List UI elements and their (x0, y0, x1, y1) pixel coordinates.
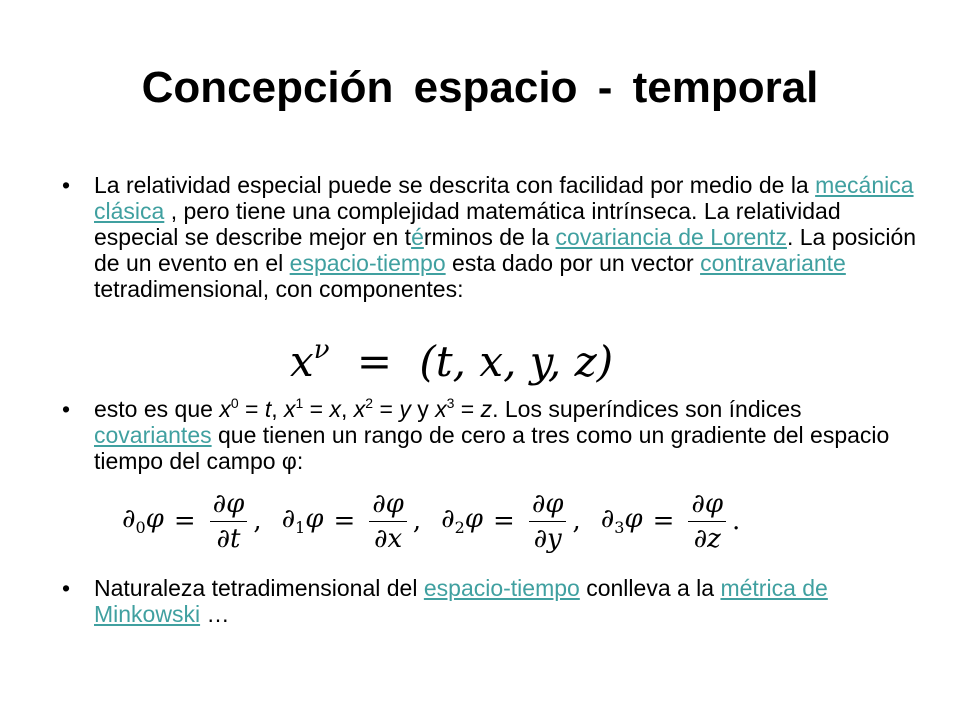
text-segment: = (454, 396, 481, 422)
bullet-marker: • (62, 172, 71, 198)
text-segment: rminos de la (423, 224, 556, 250)
phi-symbol: φ (624, 504, 643, 535)
eq-equals: = (173, 506, 196, 536)
gradient-term-3 (601, 489, 741, 554)
phi-symbol: φ (145, 504, 164, 535)
var-t: t (264, 396, 272, 422)
punctuation: , (412, 506, 422, 536)
numerator: ∂φ (210, 489, 248, 522)
var-y: y (399, 396, 411, 422)
numerator: ∂φ (529, 489, 567, 522)
text-segment: . Los superíndices son índices (492, 396, 802, 422)
partial-symbol: ∂ (281, 504, 296, 535)
text-segment: que tienen un rango de cero a tres como un gradiente del espacio tiempo del campo φ: (94, 422, 890, 474)
eq-lhs-var: x (290, 337, 314, 386)
text-segment: esto es que (94, 396, 220, 422)
subscript: 0 (135, 518, 146, 538)
punctuation: . (732, 506, 741, 536)
eq-equals: = (652, 506, 675, 536)
eq-equals: = (333, 506, 356, 536)
subscript: 1 (295, 518, 306, 538)
denominator: ∂t (216, 523, 241, 554)
bullet-marker: • (62, 396, 71, 422)
text-segment: y (410, 396, 436, 422)
equation-position-vector (290, 332, 613, 392)
gradient-term-2 (441, 489, 581, 554)
text-segment: , (271, 396, 284, 422)
var-x-value: x (329, 396, 342, 422)
bullet-text-1 (94, 172, 922, 302)
var-z: z (480, 396, 493, 422)
link-metrica-de-minkowski[interactable]: métrica de Minkowski (94, 575, 828, 627)
text-segment: , pero tiene una complejidad matemática intrínseca. La relatividad especial se describe mejor en t (94, 198, 841, 250)
var-x: x (353, 396, 366, 422)
link-mecanica-clasica[interactable]: mecánica clásica (94, 172, 914, 224)
superscript: 2 (365, 395, 374, 411)
text-segment: , (341, 396, 354, 422)
fraction (688, 489, 726, 554)
eq-lhs-superscript: ν (313, 335, 330, 365)
link-terminos[interactable]: é (411, 224, 424, 250)
phi-symbol: φ (305, 504, 324, 535)
denominator: ∂z (693, 523, 721, 554)
link-covariancia-de-lorentz[interactable]: covariancia de Lorentz (555, 224, 787, 250)
link-covariantes[interactable]: covariantes (94, 422, 212, 448)
eq-rhs: (t, x, y, z) (419, 337, 614, 386)
text-segment: . La posición de un evento en el (94, 224, 917, 276)
text-segment: = (238, 396, 265, 422)
eq-equals: = (493, 506, 515, 536)
text-segment: = (373, 396, 400, 422)
numerator: ∂φ (688, 489, 726, 522)
term-lhs (441, 504, 483, 537)
text-segment: = (303, 396, 330, 422)
punctuation: , (572, 506, 581, 536)
bullet-text-2 (94, 396, 922, 474)
superscript: 3 (446, 395, 455, 411)
var-x: x (435, 396, 447, 422)
text-segment: tetradimensional, con componentes: (94, 276, 464, 302)
var-x: x (284, 396, 296, 422)
eq-equals: = (356, 337, 393, 386)
gradient-term-0 (122, 489, 262, 554)
subscript: 2 (454, 518, 465, 538)
text-segment: conlleva a la (579, 575, 721, 601)
link-contravariante[interactable]: contravariante (700, 250, 846, 276)
bullet-marker: • (62, 575, 71, 601)
partial-symbol: ∂ (600, 504, 615, 535)
bullet-item-1 (62, 172, 922, 302)
numerator: ∂φ (369, 489, 407, 522)
punctuation: , (253, 506, 262, 536)
denominator: ∂y (533, 523, 562, 554)
partial-symbol: ∂ (122, 504, 136, 535)
text-segment: La relatividad especial puede se descrita con facilidad por medio de la (94, 172, 816, 198)
fraction (210, 489, 248, 554)
text-segment: … (200, 601, 230, 627)
bullet-item-2 (62, 396, 922, 474)
denominator: ∂x (374, 523, 403, 554)
term-lhs (282, 504, 324, 537)
var-x: x (219, 396, 231, 422)
fraction (529, 489, 567, 554)
gradient-term-1 (282, 489, 422, 554)
bullet-item-3 (62, 575, 922, 627)
bullet-text-3 (94, 575, 922, 627)
link-espacio-tiempo[interactable]: espacio-tiempo (289, 250, 446, 276)
fraction (369, 489, 407, 554)
superscript: 0 (230, 395, 239, 411)
text-segment: Naturaleza tetradimensional del (94, 575, 424, 601)
subscript: 3 (614, 518, 625, 538)
partial-symbol: ∂ (441, 504, 455, 535)
text-segment: esta dado por un vector (445, 250, 701, 276)
equation-gradient (122, 486, 760, 556)
term-lhs (601, 504, 643, 537)
link-espacio-tiempo-2[interactable]: espacio-tiempo (423, 575, 580, 601)
phi-symbol: φ (464, 504, 484, 535)
superscript: 1 (295, 395, 304, 411)
term-lhs (122, 504, 164, 537)
slide-title: Concepción espacio - temporal (141, 63, 819, 112)
